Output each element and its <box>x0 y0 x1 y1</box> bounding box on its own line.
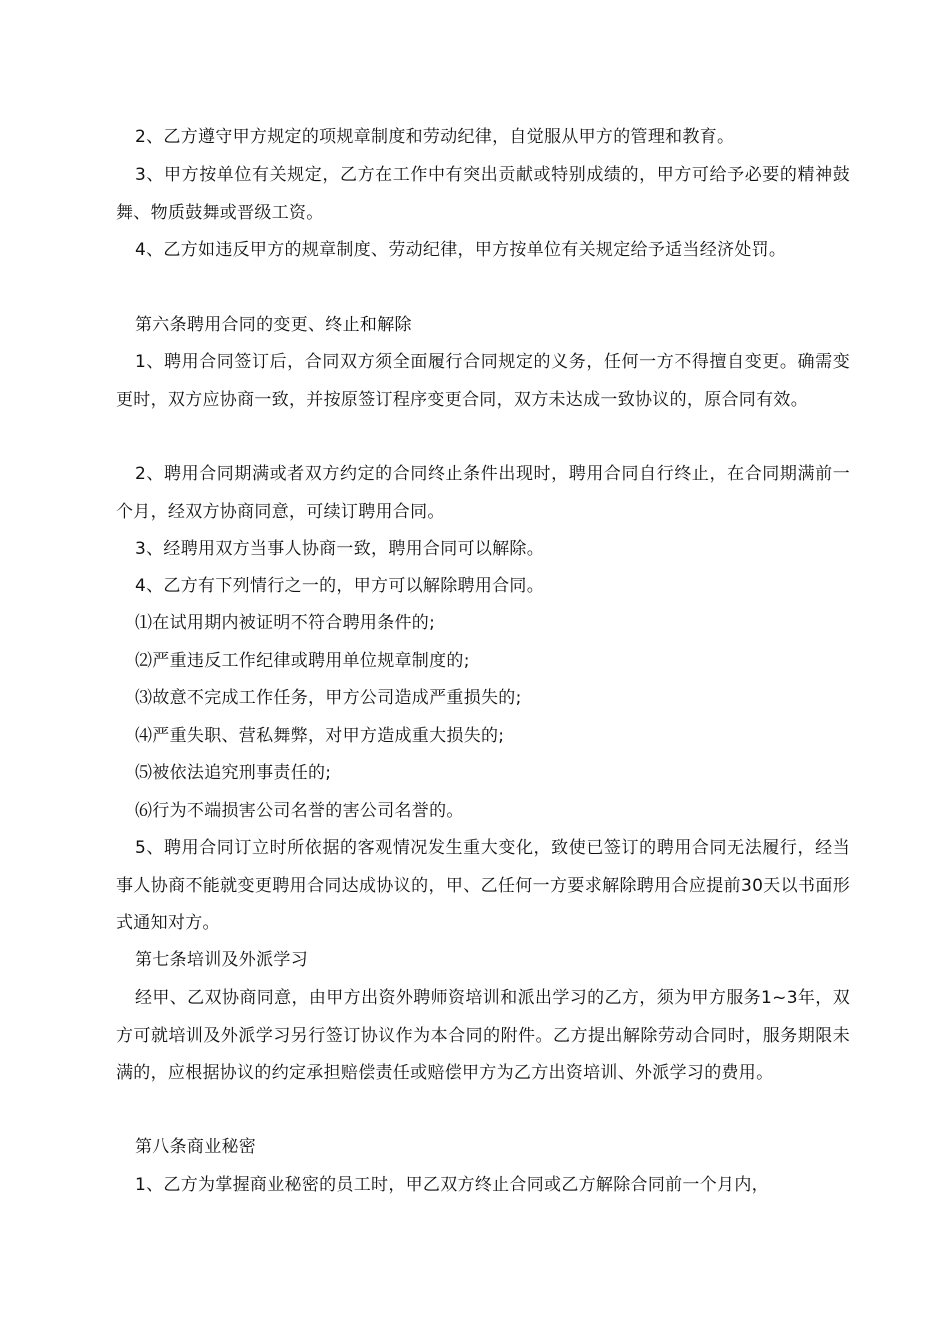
list-item-6-4-4: ⑷严重失职、营私舞弊，对甲方造成重大损失的; <box>135 726 505 746</box>
paragraph-clause-5-4: 4、乙方如违反甲方的规章制度、劳动纪律，甲方按单位有关规定给予适当经济处罚。 <box>135 240 787 260</box>
paragraph-clause-6-5: 5、聘用合同订立时所依据的客观情况发生重大变化，致使已签订的聘用合同无法履行，经当事人协商不能就变更聘用合同达成协议的，甲、乙任何一方要求解除聘用合应提前30天以书面形式通知对方。 <box>116 838 850 933</box>
list-item-6-4-3: ⑶故意不完成工作任务，甲方公司造成严重损失的; <box>135 688 522 708</box>
section-heading-article-6: 第六条聘用合同的变更、终止和解除 <box>135 315 412 335</box>
list-item-6-4-6: ⑹行为不端损害公司名誉的害公司名誉的。 <box>135 801 464 821</box>
paragraph-clause-6-2: 2、聘用合同期满或者双方约定的合同终止条件出现时，聘用合同自行终止，在合同期满前一个月，经双方协商同意，可续订聘用合同。 <box>116 464 850 522</box>
section-heading-article-7: 第七条培训及外派学习 <box>135 950 308 970</box>
paragraph-clause-6-3: 3、经聘用双方当事人协商一致，聘用合同可以解除。 <box>135 539 545 559</box>
paragraph-clause-6-1: 1、聘用合同签订后，合同双方须全面履行合同规定的义务，任何一方不得擅自变更。确需变更时，双方应协商一致，并按原签订程序变更合同，双方未达成一致协议的，原合同有效。 <box>116 352 850 410</box>
list-item-6-4-1: ⑴在试用期内被证明不符合聘用条件的; <box>135 613 436 633</box>
section-heading-article-8: 第八条商业秘密 <box>135 1137 257 1157</box>
paragraph-clause-5-2: 2、乙方遵守甲方规定的项规章制度和劳动纪律，自觉服从甲方的管理和教育。 <box>135 127 735 147</box>
paragraph-article-7-body: 经甲、乙双协商同意，由甲方出资外聘师资培训和派出学习的乙方，须为甲方服务1~3年，双方可就培训及外派学习另行签订协议作为本合同的附件。乙方提出解除劳动合同时，服务期限未满的，应根据协议的约定承担赔偿责任或赔偿甲方为乙方出资培训、外派学习的费用。 <box>116 988 850 1083</box>
paragraph-clause-5-3: 3、甲方按单位有关规定，乙方在工作中有突出贡献或特别成绩的，甲方可给予必要的精神鼓舞、物质鼓舞或晋级工资。 <box>116 165 850 223</box>
paragraph-clause-8-1: 1、乙方为掌握商业秘密的员工时，甲乙双方终止合同或乙方解除合同前一个月内， <box>135 1175 769 1195</box>
paragraph-clause-6-4: 4、乙方有下列情行之一的，甲方可以解除聘用合同。 <box>135 576 545 596</box>
list-item-6-4-2: ⑵严重违反工作纪律或聘用单位规章制度的; <box>135 651 470 671</box>
list-item-6-4-5: ⑸被依法追究刑事责任的; <box>135 763 332 783</box>
